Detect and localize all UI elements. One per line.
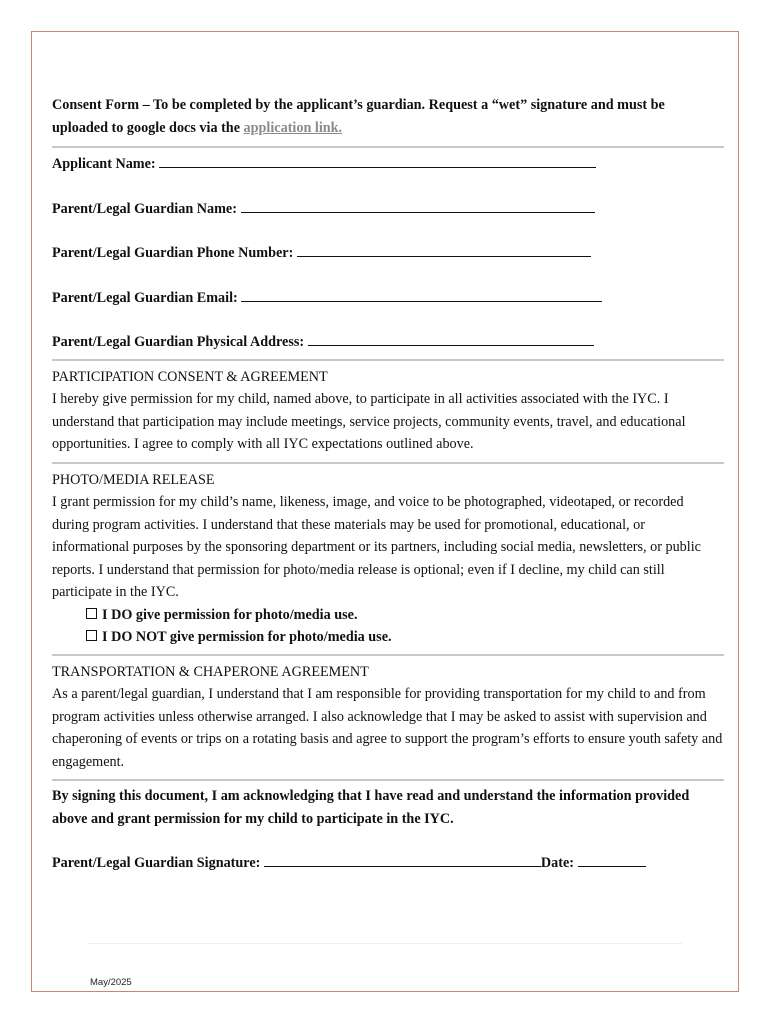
signature-label: Parent/Legal Guardian Signature: (52, 855, 261, 871)
photo-option-yes-label: I DO give permission for photo/media use. (102, 606, 358, 623)
signature-field[interactable] (264, 852, 541, 867)
intro-instructions: Consent Form – To be completed by the applicant’s guardian. Request a “wet” signature and must be uploaded to google docs via the (52, 97, 665, 136)
date-label: Date: (540, 855, 574, 871)
guardian-phone-label: Parent/Legal Guardian Phone Number: (52, 245, 294, 261)
guardian-address-row (52, 331, 724, 354)
divider (52, 779, 724, 781)
divider (52, 146, 724, 148)
transport-section (52, 661, 724, 774)
date-field[interactable] (578, 852, 646, 867)
photo-option-no[interactable] (86, 626, 724, 649)
guardian-name-label: Parent/Legal Guardian Name: (52, 200, 237, 217)
transport-title: TRANSPORTATION & CHAPERONE AGREEMENT (52, 663, 369, 680)
guardian-email-row (52, 287, 724, 310)
footer-divider (88, 943, 682, 944)
guardian-name-row (52, 198, 724, 221)
participation-title: PARTICIPATION CONSENT & AGREEMENT (52, 368, 328, 385)
participation-body: I hereby give permission for my child, named above, to participate in all activities associated with the IYC. I understand that participation may include meetings, service projects, community events, travel, and educational opportunities. I agree to comply with all IYC expectations outlined above. (52, 391, 686, 452)
applicant-name-row (52, 153, 724, 176)
divider (52, 462, 724, 464)
application-link[interactable]: application link. (243, 119, 343, 136)
applicant-name-label: Applicant Name: (52, 156, 156, 172)
photo-section (52, 469, 724, 649)
photo-option-no-label: I DO NOT give permission for photo/media use. (102, 629, 392, 645)
checkbox-no[interactable] (86, 630, 97, 641)
applicant-name-field[interactable] (159, 153, 596, 168)
photo-title: PHOTO/MEDIA RELEASE (52, 471, 215, 488)
guardian-address-field[interactable] (308, 331, 594, 346)
checkbox-yes[interactable] (86, 608, 97, 619)
transport-body: As a parent/legal guardian, I understand that I am responsible for providing transportation for my child to and from program activities unless otherwise arranged. I also acknowledge that I may be asked to assist with supervision and chaperoning of events or trips on a rotating basis and agree to support the program’s efforts to ensure youth safety and engagement. (52, 686, 723, 770)
guardian-address-label: Parent/Legal Guardian Physical Address: (52, 334, 305, 350)
photo-option-yes[interactable] (86, 604, 724, 627)
footer-date: May/2025 (90, 977, 132, 988)
guardian-email-field[interactable] (241, 287, 602, 302)
photo-body: I grant permission for my child’s name, likeness, image, and voice to be photographed, videotaped, or recorded during program activities. I understand that these materials may be used for promotional, educational, or informational purposes by the sponsoring department or its partners, including social media, newsletters, or public reports. I understand that permission for photo/media release is optional; even if I decline, my child can still participate in the IYC. (52, 494, 701, 600)
guardian-email-label: Parent/Legal Guardian Email: (52, 289, 238, 306)
guardian-phone-field[interactable] (297, 242, 591, 257)
divider (52, 654, 724, 656)
divider (52, 359, 724, 361)
consent-form (52, 94, 724, 875)
participation-section (52, 366, 724, 456)
guardian-name-field[interactable] (241, 198, 595, 213)
intro-text (52, 94, 724, 139)
signature-row (52, 852, 724, 875)
guardian-phone-row (52, 242, 724, 265)
acknowledgement-text: By signing this document, I am acknowledging that I have read and understand the information provided above and grant permission for my child to participate in the IYC. (52, 788, 690, 827)
